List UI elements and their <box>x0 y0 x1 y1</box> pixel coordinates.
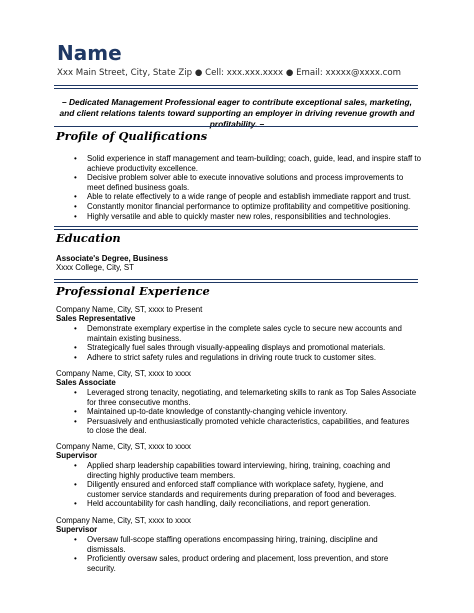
qualification-item: • Able to relate effectively to a wide range of people and establish immediate rapport and trust. <box>72 192 422 202</box>
education-heading: Education <box>56 231 121 245</box>
school: Xxxx College, City, ST <box>56 263 134 272</box>
job-duties <box>72 535 417 573</box>
qualification-item: • Solid experience in staff management and team-building; coach, guide, lead, and inspire staff to achieve productivity excellence. <box>72 154 422 173</box>
qualification-item: • Constantly monitor financial performance to optimize profitability and competitive positioning. <box>72 202 422 212</box>
degree: Associate's Degree, Business <box>56 254 168 263</box>
candidate-name: Name <box>57 41 122 65</box>
job-company: Company Name, City, ST, xxxx to xxxx <box>56 442 191 451</box>
job-duty: • Leveraged strong tenacity, negotiating, and telemarketing skills to rank as Top Sales Associate for three consecutive months. <box>72 388 417 407</box>
section-divider <box>54 226 418 230</box>
qualifications-heading: Profile of Qualifications <box>56 129 208 143</box>
job-duty: • Persuasively and enthusiastically promoted vehicle characteristics, capabilities, and features to close the deal. <box>72 417 417 436</box>
job-duty: • Proficiently oversaw sales, product ordering and placement, loss prevention, and store security. <box>72 554 417 573</box>
job-duties <box>72 461 417 509</box>
job-company: Company Name, City, ST, xxxx to Present <box>56 305 203 314</box>
job-duties <box>72 324 417 362</box>
job-duty: • Strategically fuel sales through visually-appealing displays and promotional materials. <box>72 343 417 353</box>
qualification-item: • Decisive problem solver able to execute innovative solutions and process improvements to meet defined business goals. <box>72 173 422 192</box>
contact-line: Xxx Main Street, City, State Zip ● Cell: xxx.xxx.xxxx ● Email: xxxxx@xxxx.com <box>57 68 401 78</box>
qualifications-list <box>72 154 422 221</box>
objective-statement: – Dedicated Management Professional eager to contribute exceptional sales, marketing, and client relations talents toward supporting an employer in driving revenue growth and profitability. – <box>59 97 415 129</box>
job-duty: • Maintained up-to-date knowledge of constantly-changing vehicle inventory. <box>72 407 417 417</box>
experience-heading: Professional Experience <box>56 284 210 298</box>
job-duty: • Applied sharp leadership capabilities toward interviewing, hiring, training, coaching and directing highly productive team members. <box>72 461 417 480</box>
job-duty: • Oversaw full-scope staffing operations encompassing hiring, training, discipline and dismissals. <box>72 535 417 554</box>
job-duty: • Adhere to strict safety rules and regulations in driving route truck to customer sites. <box>72 353 417 363</box>
job-duty: • Held accountability for cash handling, daily reconciliations, and report generation. <box>72 499 417 509</box>
job-title: Sales Representative <box>56 314 136 323</box>
objective-divider <box>54 126 418 127</box>
job-duties <box>72 388 417 436</box>
section-divider <box>54 279 418 283</box>
job-company: Company Name, City, ST, xxxx to xxxx <box>56 369 191 378</box>
job-title: Supervisor <box>56 451 98 460</box>
job-title: Supervisor <box>56 525 98 534</box>
qualification-item: • Highly versatile and able to quickly master new roles, responsibilities and technologies. <box>72 212 422 222</box>
job-duty: • Demonstrate exemplary expertise in the complete sales cycle to secure new accounts and maintain existing business. <box>72 324 417 343</box>
job-title: Sales Associate <box>56 378 116 387</box>
header-divider <box>54 85 418 89</box>
job-duty: • Diligently ensured and enforced staff compliance with workplace safety, hygiene, and customer service standards and requirements during preparation of food and beverages. <box>72 480 417 499</box>
job-company: Company Name, City, ST, xxxx to xxxx <box>56 516 191 525</box>
